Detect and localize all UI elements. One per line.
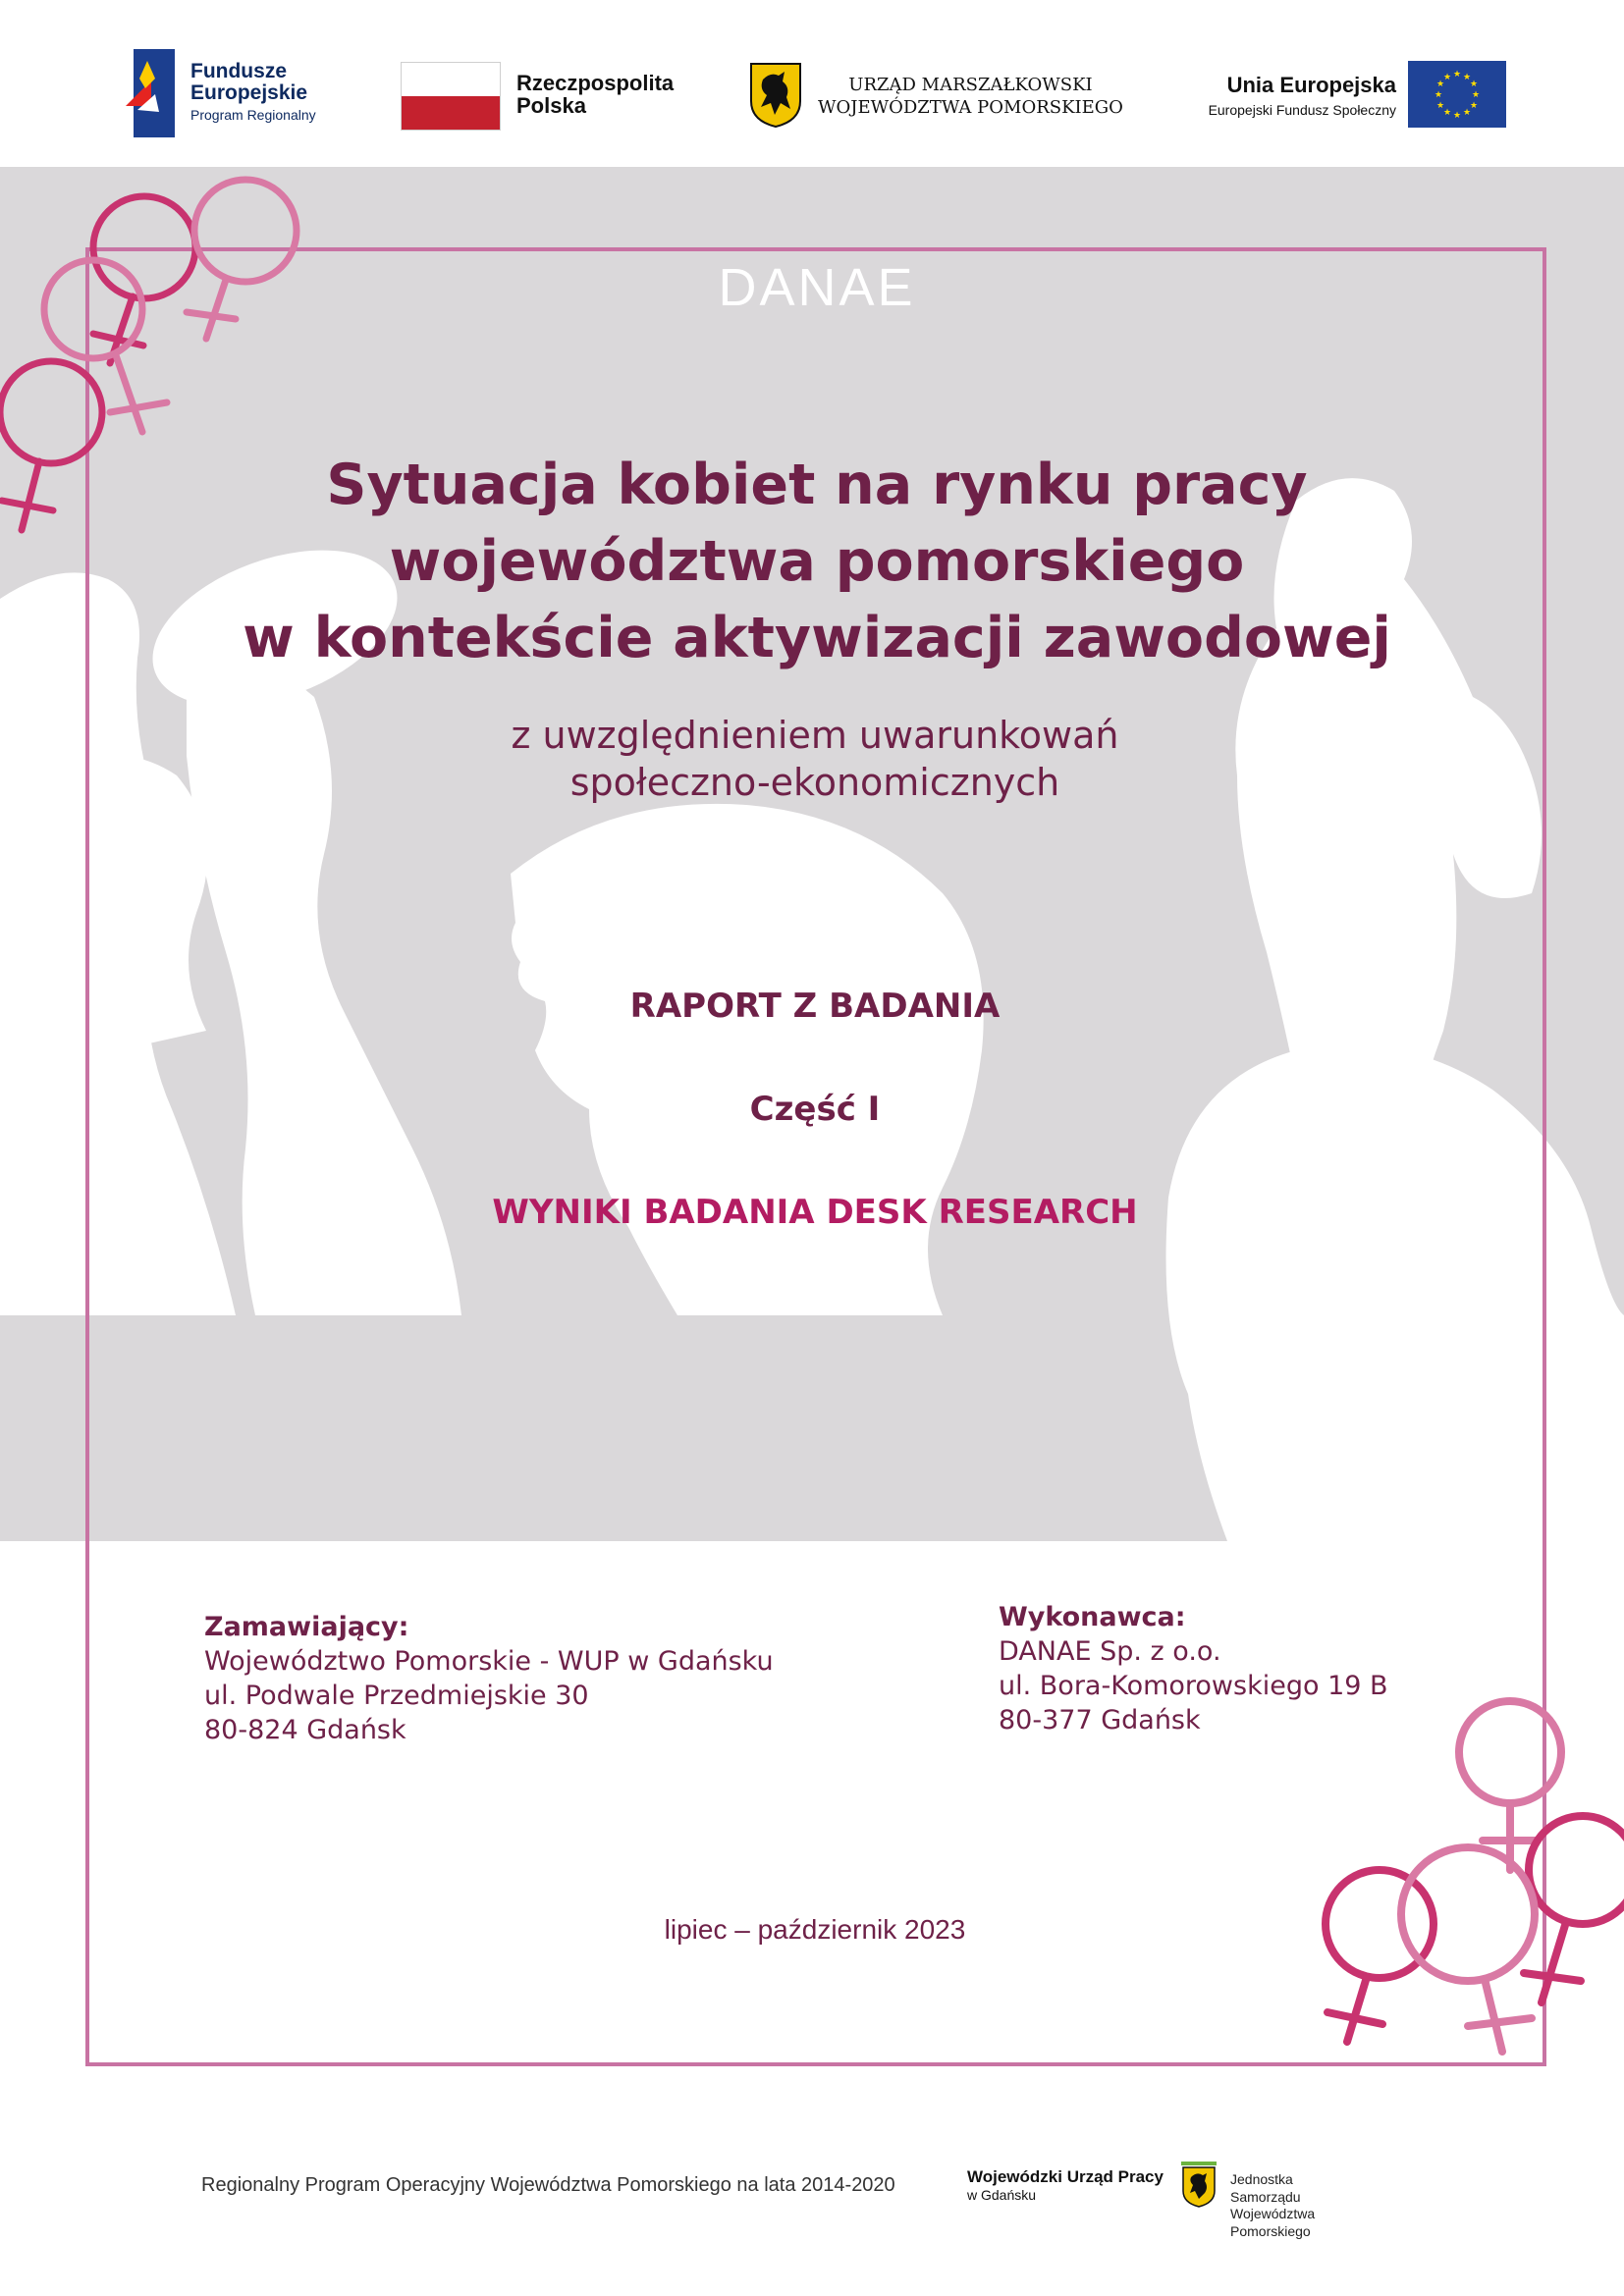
griffin-crest-icon — [749, 62, 802, 129]
svg-text:★: ★ — [1442, 73, 1452, 82]
fe-line1: Fundusze — [190, 60, 287, 82]
part-label: Część I — [749, 1090, 881, 1129]
pl-line2: Polska — [516, 93, 586, 119]
title-line-2: województwa pomorskiego — [389, 529, 1245, 594]
svg-text:★: ★ — [1471, 90, 1481, 100]
ue-line2: Europejski Fundusz Społeczny — [1208, 102, 1396, 118]
wup-name: Wojewódzki Urząd Pracy — [967, 2167, 1164, 2186]
unia-europejska-logo — [1178, 61, 1512, 132]
fe-emblem-icon — [126, 49, 175, 137]
danae-brand: DANAE — [718, 258, 916, 317]
urzad-marszalkowski-logo — [749, 62, 1142, 133]
jst-line2: Województwa Pomorskiego — [1230, 2206, 1316, 2239]
report-date: lipiec – październik 2023 — [664, 1914, 966, 1945]
contractor-block — [999, 1600, 1388, 1737]
client-block — [204, 1610, 774, 1747]
client-line: Województwo Pomorskie - WUP w Gdańsku — [204, 1646, 774, 1677]
svg-text:★: ★ — [1435, 101, 1445, 111]
title-line-3: w kontekście aktywizacji zawodowej — [243, 606, 1391, 670]
wup-city: w Gdańsku — [967, 2187, 1037, 2204]
um-line1: URZĄD MARSZAŁKOWSKI — [848, 75, 1093, 95]
footer-wup-logo — [967, 2167, 1360, 2239]
svg-text:★: ★ — [1434, 90, 1443, 100]
client-line: ul. Podwale Przedmiejskie 30 — [204, 1681, 589, 1711]
pl-line1: Rzeczpospolita — [516, 71, 675, 95]
contractor-heading: Wykonawca: — [999, 1602, 1186, 1632]
client-heading: Zamawiający: — [204, 1612, 409, 1642]
svg-text:★: ★ — [1452, 70, 1462, 80]
footer-program: Regionalny Program Operacyjny Województwa Pomorskiego na lata 2014-2020 — [201, 2174, 895, 2196]
svg-text:★: ★ — [1462, 108, 1472, 118]
contractor-line: DANAE Sp. z o.o. — [999, 1636, 1221, 1667]
contractor-line: 80-377 Gdańsk — [999, 1705, 1201, 1735]
um-line2: WOJEWÓDZTWA POMORSKIEGO — [818, 97, 1123, 119]
svg-text:★: ★ — [1452, 111, 1462, 121]
svg-text:★: ★ — [1442, 108, 1452, 118]
fe-line3: Program Regionalny — [190, 107, 316, 124]
ue-line1: Unia Europejska — [1226, 73, 1396, 97]
subtitle — [285, 712, 1345, 806]
eu-flag-icon — [1408, 61, 1506, 128]
svg-text:★: ★ — [1462, 73, 1472, 82]
svg-text:★: ★ — [1469, 101, 1479, 111]
polish-flag-icon — [401, 62, 501, 131]
page-title — [187, 447, 1447, 676]
wup-crest-icon — [1181, 2162, 1217, 2209]
subtitle-line-2: społeczno-ekonomicznych — [569, 761, 1060, 804]
title-line-1: Sytuacja kobiet na rynku pracy — [326, 453, 1308, 517]
report-label: RAPORT Z BADANIA — [629, 987, 1001, 1026]
subtitle-line-1: z uwzględnieniem uwarunkowań — [511, 714, 1119, 757]
contractor-line: ul. Bora-Komorowskiego 19 B — [999, 1671, 1388, 1701]
svg-text:★: ★ — [1435, 80, 1445, 89]
fundusze-europejskie-logo — [126, 49, 347, 142]
svg-text:★: ★ — [1469, 80, 1479, 89]
rzeczpospolita-polska-logo — [401, 62, 695, 133]
results-label: WYNIKI BADANIA DESK RESEARCH — [492, 1193, 1138, 1232]
jst-line1: Jednostka Samorządu — [1230, 2171, 1301, 2205]
fe-line2: Europejskie — [190, 81, 308, 105]
logo-bar — [0, 0, 1624, 167]
client-line: 80-824 Gdańsk — [204, 1715, 406, 1745]
